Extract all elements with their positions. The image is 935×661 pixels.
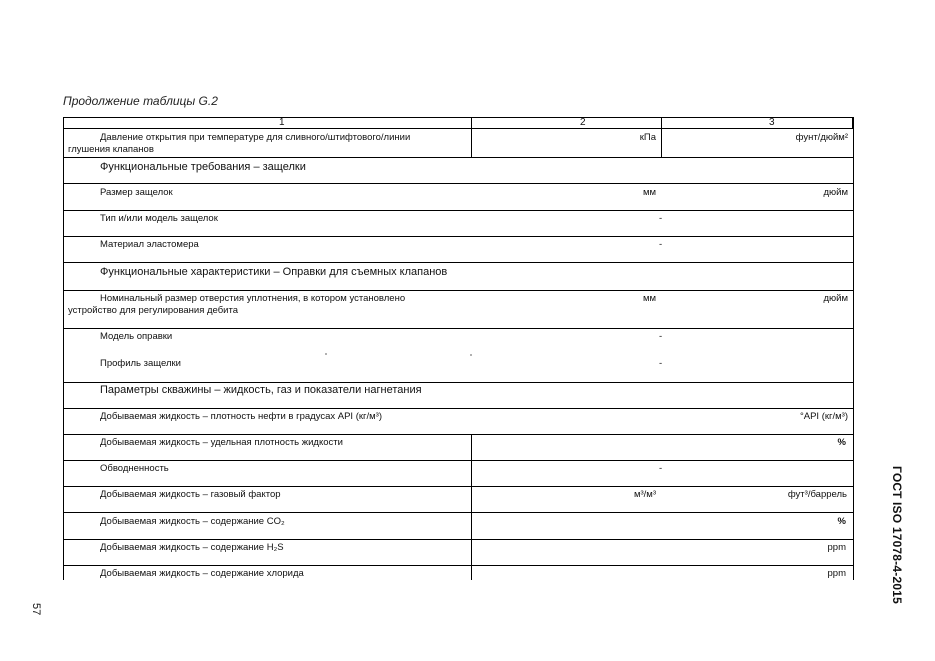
row-divider: [63, 236, 854, 237]
row-label: Профиль защелки: [100, 358, 181, 369]
header-col2: 2: [580, 117, 586, 128]
section-heading: Функциональные требования – защелки: [100, 161, 306, 173]
unit-si: мм: [642, 293, 656, 304]
row-divider: [63, 262, 854, 263]
row-label: глушения клапанов: [68, 144, 154, 155]
row-label: Размер защелок: [100, 187, 173, 198]
row-label: Добываемая жидкость – удельная плотность жидкости: [100, 437, 343, 448]
row-divider: [63, 539, 854, 540]
row-divider: [63, 460, 854, 461]
table-header: [63, 117, 853, 128]
empty-dash: -: [659, 331, 663, 342]
row-label: Тип и/или модель защелок: [100, 213, 218, 224]
unit-us: фунт/дюйм²: [795, 132, 848, 143]
row-divider: [63, 434, 854, 435]
row-label: Материал эластомера: [100, 239, 199, 250]
row-label: Обводненность: [100, 463, 169, 474]
table-left-border: [63, 117, 64, 580]
unit-si: мм: [642, 187, 656, 198]
row-divider: [63, 183, 854, 184]
running-title: ГОСТ ISO 17078-4-2015: [890, 466, 904, 604]
unit-us: ppm: [827, 568, 846, 579]
row-divider: [63, 128, 854, 129]
section-heading: Функциональные характеристики – Оправки для съемных клапанов: [100, 266, 448, 278]
unit-us: %: [837, 516, 846, 527]
row-label: Добываемая жидкость – содержание CO₂: [100, 516, 285, 527]
row-label: Добываемая жидкость – содержание H₂S: [100, 542, 284, 553]
section-heading: Параметры скважины – жидкость, газ и показатели нагнетания: [100, 384, 422, 396]
header-col3: 3: [769, 117, 775, 128]
row-label: Добываемая жидкость – плотность нефти в градусах API (кг/м³): [100, 411, 382, 422]
header-col1: 1: [279, 117, 285, 128]
row-divider: [63, 565, 854, 566]
table-right-border: [853, 117, 854, 580]
row-label: Номинальный размер отверстия уплотнения, в котором установлено: [100, 293, 406, 304]
row-divider: [63, 210, 854, 211]
unit-us: ppm: [827, 542, 846, 553]
row-label: Добываемая жидкость – газовый фактор: [100, 489, 281, 500]
row-divider: [63, 486, 854, 487]
row-label: устройство для регулирования дебита: [68, 305, 238, 316]
empty-dash: -: [659, 358, 663, 369]
row-divider: [63, 382, 854, 383]
empty-dash: -: [659, 239, 663, 250]
unit-us: %: [837, 437, 846, 448]
unit-si: м³/м³: [633, 489, 656, 500]
row-label: Добываемая жидкость – содержание хлорида: [100, 568, 304, 579]
table-caption: Продолжение таблицы G.2: [63, 94, 218, 108]
row-label: Давление открытия при температуре для сливного/штифтового/линии: [100, 132, 411, 143]
row-divider: [63, 157, 854, 158]
row-divider: [63, 290, 854, 291]
row-label: Модель оправки: [100, 331, 173, 342]
row-divider: [63, 512, 854, 513]
unit-si: кПа: [639, 132, 656, 143]
unit-us: дюйм: [823, 187, 848, 198]
empty-dash: -: [659, 213, 663, 224]
unit-us: °API (кг/м³): [799, 411, 848, 422]
empty-dash: -: [659, 463, 663, 474]
unit-us: дюйм: [823, 293, 848, 304]
col-divider: [661, 117, 662, 157]
scan-speck: [325, 353, 327, 355]
col-divider: [471, 434, 472, 580]
row-divider: [63, 408, 854, 409]
unit-us: фут³/баррель: [787, 489, 847, 500]
page-number: 57: [30, 603, 42, 616]
col-divider: [471, 117, 472, 157]
row-divider: [63, 328, 854, 329]
scan-speck: [470, 354, 472, 356]
